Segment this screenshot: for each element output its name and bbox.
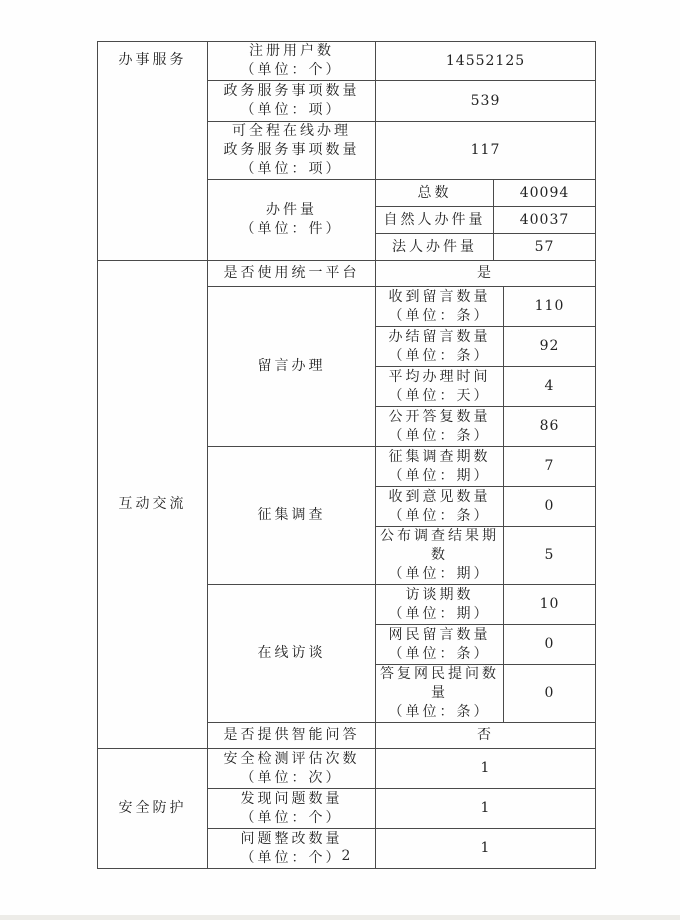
- row-value: 1: [376, 829, 596, 869]
- subrow-label: [376, 487, 504, 527]
- row-label-text: 问题整改数量: [240, 830, 343, 847]
- table-row: [98, 749, 596, 789]
- subrow-label-text: 征集调查期数: [388, 448, 491, 465]
- subrow-label: 总数: [376, 180, 494, 207]
- row-value: 1: [376, 749, 596, 789]
- row-label-text: 政务服务事项数量: [223, 142, 360, 158]
- subrow-label: [376, 665, 504, 723]
- subrow-unit-text: （单位：期）: [388, 605, 491, 622]
- row-label: 是否使用统一平台: [208, 261, 376, 287]
- row-unit-text: （单位：项）: [240, 161, 343, 177]
- subrow-value: 10: [504, 585, 596, 625]
- row-label-text: 注册用户数: [249, 43, 334, 59]
- row-label-text: 发现问题数量: [240, 790, 343, 807]
- subrow-value: 0: [504, 625, 596, 665]
- subrow-value: 40094: [494, 180, 596, 207]
- row-value: 1: [376, 789, 596, 829]
- subrow-label: 自然人办件量: [376, 207, 494, 234]
- subrow-value: 0: [504, 665, 596, 723]
- page-number: 2: [341, 848, 351, 864]
- subrow-unit-text: （单位：条）: [388, 347, 491, 364]
- subrow-unit-text: （单位：期）: [388, 566, 491, 582]
- row-value: 117: [376, 122, 596, 180]
- subrow-label-text: 收到意见数量: [388, 488, 491, 505]
- subrow-unit-text: （单位：条）: [388, 427, 491, 444]
- subrow-value: 7: [504, 447, 596, 487]
- subrow-label-text: 网民留言数量: [388, 626, 491, 643]
- table-row: [98, 42, 596, 81]
- subrow-value: 86: [504, 407, 596, 447]
- group-unit-text: （单位：件）: [240, 221, 343, 237]
- subrow-value: 0: [504, 487, 596, 527]
- row-unit-text: （单位：个）: [240, 809, 343, 826]
- subrow-label: [376, 585, 504, 625]
- subrow-label-text: 平均办理时间: [388, 368, 491, 385]
- group-label: 留言办理: [208, 287, 376, 447]
- row-label: 是否提供智能问答: [208, 723, 376, 749]
- row-unit-text: （单位：个）: [240, 849, 343, 866]
- table-row: [98, 261, 596, 287]
- subrow-label: [376, 625, 504, 665]
- subrow-label: [376, 327, 504, 367]
- subrow-value: 110: [504, 287, 596, 327]
- subrow-value: 40037: [494, 207, 596, 234]
- row-value: 是: [376, 261, 596, 287]
- subrow-value: 5: [504, 527, 596, 585]
- subrow-label: [376, 447, 504, 487]
- group-label: 征集调查: [208, 447, 376, 585]
- subrow-unit-text: （单位：条）: [388, 507, 491, 524]
- row-label-text: 可全程在线办理: [232, 123, 351, 139]
- government-report-table: [97, 41, 596, 869]
- row-label: [208, 789, 376, 829]
- subrow-label: [376, 407, 504, 447]
- row-label-text: 安全检测评估次数: [223, 750, 360, 767]
- subrow-label-text: 访谈期数: [405, 586, 474, 603]
- page-bottom-edge: [0, 915, 680, 920]
- section-label-banshi: 办事服务: [98, 42, 208, 261]
- row-label: [208, 81, 376, 122]
- subrow-value: 4: [504, 367, 596, 407]
- row-unit-text: （单位：个）: [240, 62, 343, 78]
- group-label: 在线访谈: [208, 585, 376, 723]
- row-unit-text: （单位：次）: [240, 769, 343, 786]
- subrow-unit-text: （单位：条）: [388, 645, 491, 662]
- row-unit-text: （单位：项）: [240, 102, 343, 118]
- row-value: 否: [376, 723, 596, 749]
- subrow-value: 92: [504, 327, 596, 367]
- subrow-label: [376, 367, 504, 407]
- subrow-label-text: 办结留言数量: [388, 328, 491, 345]
- row-value: 14552125: [376, 42, 596, 81]
- group-label: [208, 180, 376, 261]
- subrow-unit-text: （单位：期）: [388, 467, 491, 484]
- row-value: 539: [376, 81, 596, 122]
- subrow-label: [376, 287, 504, 327]
- row-label: [208, 749, 376, 789]
- group-label-text: 办件量: [266, 202, 317, 218]
- subrow-value: 57: [494, 234, 596, 261]
- row-label-text: 政务服务事项数量: [223, 83, 360, 99]
- subrow-label-text: 答复网民提问数量: [380, 666, 499, 701]
- subrow-label: 法人办件量: [376, 234, 494, 261]
- subrow-label: [376, 527, 504, 585]
- subrow-label-text: 收到留言数量: [388, 288, 491, 305]
- subrow-label-text: 公开答复数量: [388, 408, 491, 425]
- row-label: [208, 122, 376, 180]
- row-label: [208, 42, 376, 81]
- subrow-unit-text: （单位：条）: [388, 704, 491, 720]
- subrow-unit-text: （单位：条）: [388, 307, 491, 324]
- section-label-anquan: 安全防护: [98, 749, 208, 869]
- subrow-unit-text: （单位：天）: [388, 387, 491, 404]
- section-label-hudong: 互动交流: [98, 261, 208, 749]
- subrow-label-text: 公布调查结果期数: [380, 528, 499, 563]
